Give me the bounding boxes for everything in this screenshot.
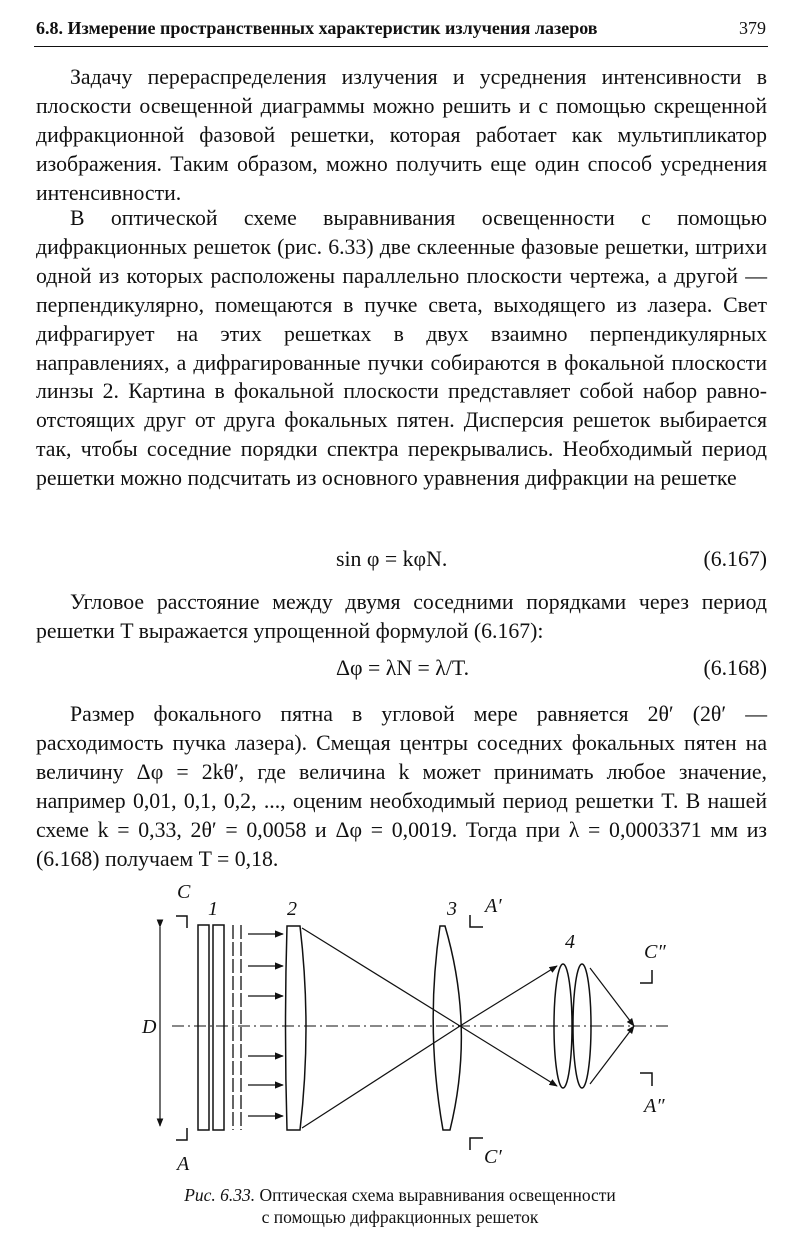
- figure-caption: [100, 1184, 700, 1228]
- label-c: C: [177, 881, 191, 903]
- label-c-dprime: C″: [644, 941, 666, 963]
- label-d: D: [142, 1016, 157, 1038]
- grating-plate-1: [198, 925, 209, 1130]
- equation-6-168: [36, 656, 767, 686]
- caption-line-1: Оптическая схема выравнивания освещенности: [255, 1185, 616, 1205]
- label-a-prime: A′: [485, 895, 502, 917]
- label-1: 1: [208, 898, 218, 920]
- label-2: 2: [287, 898, 297, 920]
- label-a: A: [177, 1153, 190, 1175]
- running-header: [36, 18, 766, 46]
- equation-1-formula: sin φ = kφN.: [336, 547, 448, 571]
- section-marker-c-dprime: [640, 970, 652, 983]
- equation-1-number: (6.167): [703, 547, 767, 571]
- section-marker-a-prime: [470, 915, 483, 927]
- label-a-dprime: A″: [644, 1095, 665, 1117]
- header-rule: [34, 46, 768, 47]
- optical-scheme-diagram: [130, 875, 690, 1180]
- caption-line-2: с помощью дифракционных решеток: [261, 1207, 539, 1227]
- grating-plate-2: [213, 925, 224, 1130]
- paragraph-3: Угловое расстояние между двумя соседними порядками через период решетки T выражается упрощенной формулой (6.167):: [36, 590, 767, 643]
- section-marker-c: [176, 916, 187, 928]
- paragraph-4: Размер фокального пятна в угловой мере равняется 2θ′ (2θ′ — расходимость пучка лазера). Смещая центры соседних фокальных пятен на величину Δφ = 2kθ′, где величина k может принимать любое значение, например 0,01, 0,1, 0,2, ..., оценим необходимый период решетки T. В нашей схеме k = 0,33, 2θ′ = 0,0058 и Δφ = 0,0019. Тогда при λ = 0,0003371 мм из (6.168) получаем T = 0,18.: [36, 702, 767, 871]
- lens-2: [286, 926, 307, 1130]
- section-marker-a-dprime: [640, 1073, 652, 1086]
- section-marker-c-prime: [470, 1138, 483, 1150]
- incoming-rays: [248, 934, 283, 1116]
- equation-2-number: (6.168): [703, 656, 767, 680]
- page-number: 379: [739, 18, 766, 38]
- paragraph-2: В оптической схеме выравнивания освещенности с помощью дифракционных решеток (рис. 6.33) две склеенные фазовые решетки, штрихи одной из которых расположены параллельно плоскости чертежа, а другой — перпендикулярно, помещаются в пучке света, выходящего из лазера. Свет дифрагирует на этих решетках в двух взаимно перпендикулярных направлениях, а дифрагированные пучки собираются в фокальной плоскости линзы 2. Картина в фокальной плоскости представляет собой набор равноотстоящих друг от друга фокальных пятен. Дисперсия решеток выбирается так, чтобы соседние порядки спектра перекрывались. Необходимый период решетки можно подсчитать из основного уравнения дифракции на решетке: [36, 206, 767, 491]
- equation-6-167: [36, 547, 767, 577]
- paragraph-1: Задачу перераспределения излучения и усреднения интенсивности в плоскости освещенной диаграммы можно решить и с помощью скрещенной дифракционной фазовой решетки, которая работает как мультипликатор изображения. Таким образом, можно получить еще один способ усреднения интенсивности.: [36, 65, 767, 205]
- section-title: 6.8. Измерение пространственных характеристик излучения лазеров: [36, 18, 598, 38]
- section-marker-a: [176, 1128, 187, 1140]
- label-4: 4: [565, 931, 575, 953]
- label-c-prime: C′: [484, 1146, 502, 1168]
- label-3: 3: [447, 898, 457, 920]
- caption-label: Рис. 6.33.: [184, 1185, 256, 1205]
- equation-2-formula: Δφ = λN = λ/T.: [336, 656, 470, 680]
